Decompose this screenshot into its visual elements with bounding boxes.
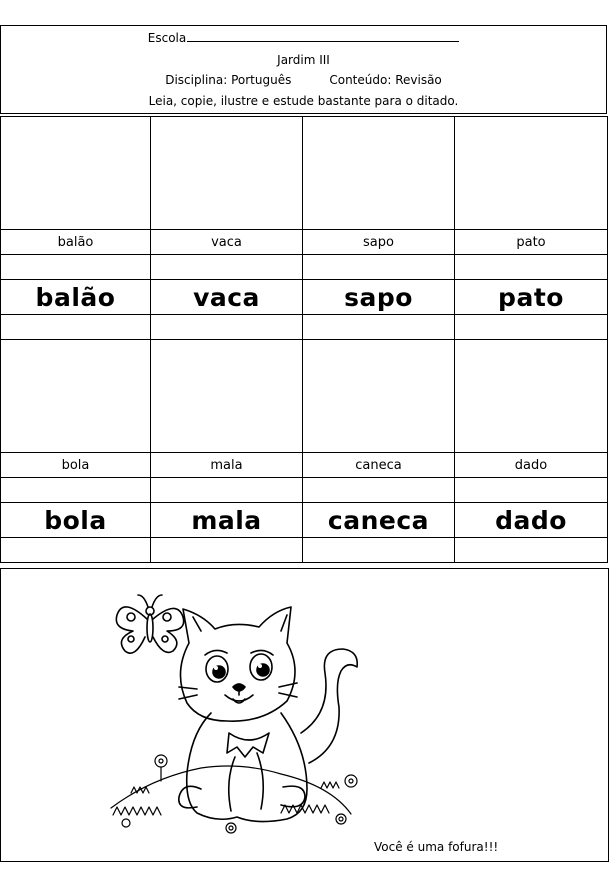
word-small: vaca bbox=[151, 230, 303, 255]
copy-cell bbox=[303, 478, 455, 503]
content-label: Conteúdo: Revisão bbox=[329, 73, 442, 87]
copy-cell bbox=[151, 538, 303, 563]
copy-row bbox=[1, 255, 608, 280]
copy-cell bbox=[1, 255, 151, 280]
illustration-row bbox=[1, 340, 608, 453]
illustration-box bbox=[303, 340, 455, 453]
copy-row bbox=[1, 315, 608, 340]
word-large: balão bbox=[1, 280, 151, 315]
word-large: dado bbox=[455, 503, 608, 538]
copy-cell bbox=[455, 538, 608, 563]
illustration-box bbox=[303, 117, 455, 230]
cat-butterfly-coloring-icon bbox=[101, 583, 381, 843]
subject-label: Disciplina: Português bbox=[165, 73, 292, 87]
copy-row bbox=[1, 478, 608, 503]
cat-icon bbox=[179, 607, 307, 822]
word-large-row bbox=[1, 503, 608, 538]
word-small: dado bbox=[455, 453, 608, 478]
word-large-row bbox=[1, 280, 608, 315]
copy-cell bbox=[1, 315, 151, 340]
word-large: pato bbox=[455, 280, 608, 315]
illustration-box bbox=[151, 340, 303, 453]
copy-cell bbox=[151, 315, 303, 340]
illustration-row bbox=[1, 117, 608, 230]
illustration-box bbox=[455, 340, 608, 453]
tail-icon bbox=[301, 649, 357, 763]
illustration-box bbox=[1, 117, 151, 230]
word-large: mala bbox=[151, 503, 303, 538]
school-line bbox=[1, 31, 606, 45]
school-label: Escola bbox=[147, 31, 187, 45]
word-small: mala bbox=[151, 453, 303, 478]
copy-cell bbox=[1, 538, 151, 563]
copy-cell bbox=[303, 315, 455, 340]
word-small: pato bbox=[455, 230, 608, 255]
caption: Você é uma fofura!!! bbox=[374, 840, 499, 854]
word-large: caneca bbox=[303, 503, 455, 538]
copy-cell bbox=[455, 478, 608, 503]
copy-row bbox=[1, 538, 608, 563]
copy-cell bbox=[455, 315, 608, 340]
worksheet-header bbox=[0, 25, 607, 114]
copy-cell bbox=[303, 538, 455, 563]
copy-cell bbox=[1, 478, 151, 503]
copy-cell bbox=[303, 255, 455, 280]
butterfly-icon bbox=[116, 595, 183, 653]
illustration-box bbox=[151, 117, 303, 230]
subject-line bbox=[1, 73, 606, 87]
word-large: bola bbox=[1, 503, 151, 538]
word-small: caneca bbox=[303, 453, 455, 478]
illustration-box bbox=[455, 117, 608, 230]
grass-icon bbox=[111, 755, 357, 833]
word-row bbox=[1, 230, 608, 255]
instructions: Leia, copie, ilustre e estude bastante para o ditado. bbox=[148, 94, 459, 108]
word-large: sapo bbox=[303, 280, 455, 315]
word-small: sapo bbox=[303, 230, 455, 255]
word-grid bbox=[0, 116, 608, 563]
copy-cell bbox=[151, 255, 303, 280]
class-label: Jardim III bbox=[277, 53, 330, 67]
word-large: vaca bbox=[151, 280, 303, 315]
copy-cell bbox=[455, 255, 608, 280]
illustration-box bbox=[1, 340, 151, 453]
copy-cell bbox=[151, 478, 303, 503]
word-row bbox=[1, 453, 608, 478]
school-name-blank bbox=[187, 31, 459, 42]
word-small: bola bbox=[1, 453, 151, 478]
coloring-picture-box bbox=[0, 568, 609, 862]
word-small: balão bbox=[1, 230, 151, 255]
